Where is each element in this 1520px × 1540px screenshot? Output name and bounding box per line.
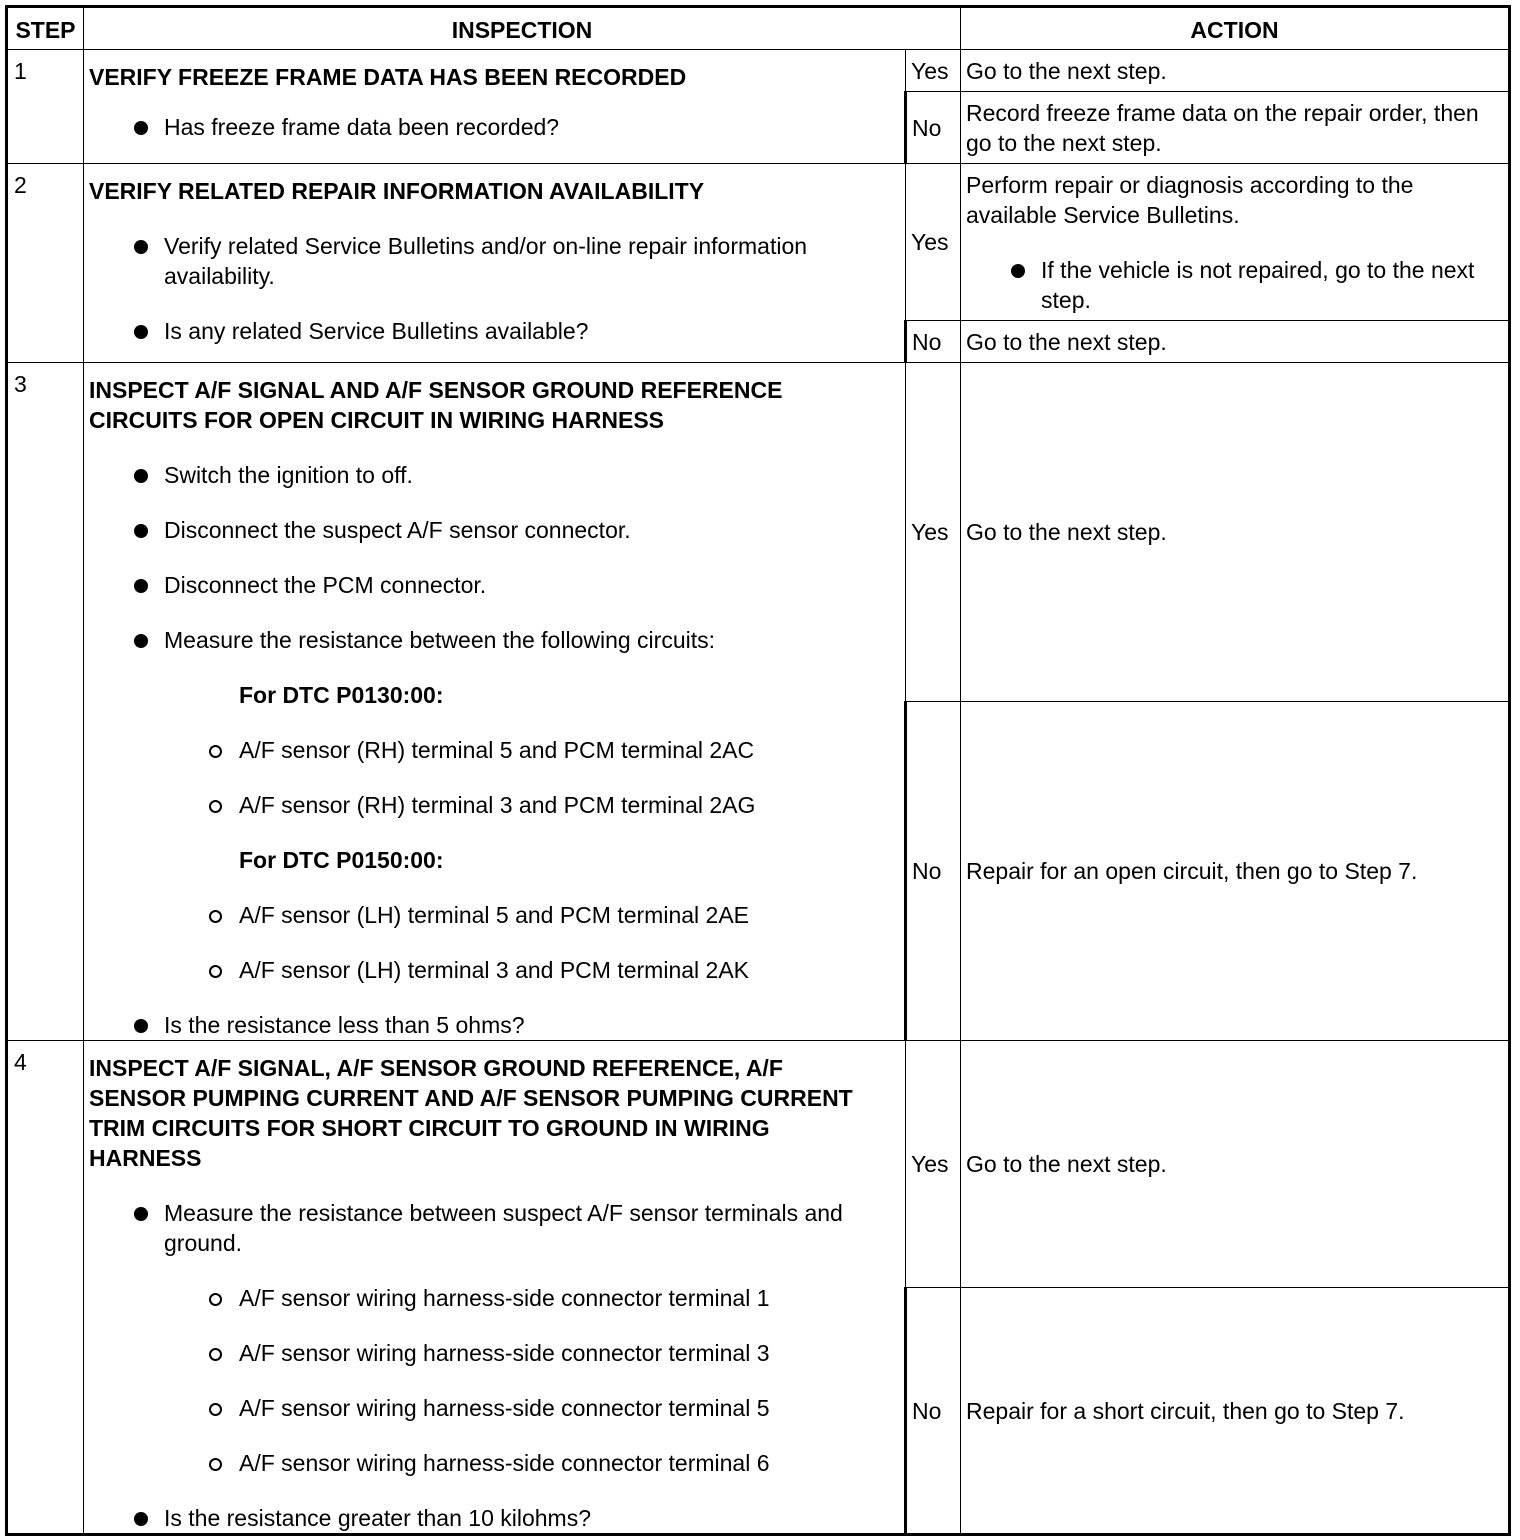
no-label: No: [906, 702, 961, 1041]
circuit-item: A/F sensor (RH) terminal 5 and PCM terminal 2AC: [89, 735, 874, 765]
dtc-heading: For DTC P0130:00:: [239, 682, 444, 708]
yes-label: Yes: [906, 164, 961, 321]
circuit-item: A/F sensor (RH) terminal 3 and PCM terminal 2AG: [89, 790, 874, 820]
no-label: No: [906, 1288, 961, 1535]
inspection-cell: [84, 164, 906, 363]
column-header-inspection: INSPECTION: [84, 7, 961, 50]
bullet-item: Measure the resistance between suspect A/F sensor terminals and ground.: [89, 1198, 874, 1258]
yes-label: Yes: [906, 50, 961, 92]
bullet-item: Verify related Service Bulletins and/or on-line repair information availability.: [89, 231, 874, 291]
bullet-item: Disconnect the PCM connector.: [89, 570, 874, 600]
step-title: INSPECT A/F SIGNAL, A/F SENSOR GROUND REFERENCE, A/F SENSOR PUMPING CURRENT AND A/F SENSOR PUMPING CURRENT TRIM CIRCUITS FOR SHORT CIRCUIT TO GROUND IN WIRING HARNESS: [89, 1055, 853, 1171]
table-row: [7, 164, 1510, 321]
circuit-item: A/F sensor wiring harness-side connector terminal 5: [89, 1393, 874, 1423]
bullet-item: Has freeze frame data been recorded?: [89, 112, 874, 142]
step-title: INSPECT A/F SIGNAL AND A/F SENSOR GROUND REFERENCE CIRCUITS FOR OPEN CIRCUIT IN WIRING HARNESS: [89, 377, 783, 433]
inspection-cell: [84, 50, 906, 164]
step-number: 2: [7, 164, 84, 363]
bullet-item: Is the resistance greater than 10 kilohms?: [89, 1503, 874, 1533]
yes-label: Yes: [906, 363, 961, 702]
action-bullet-item: If the vehicle is not repaired, go to the next step.: [966, 255, 1498, 315]
step-number: 1: [7, 50, 84, 164]
inspection-cell: [84, 363, 906, 1041]
no-label: No: [906, 92, 961, 164]
no-action: Record freeze frame data on the repair order, then go to the next step.: [961, 92, 1510, 164]
circuit-item: A/F sensor (LH) terminal 5 and PCM terminal 2AE: [89, 900, 874, 930]
circuit-item: A/F sensor wiring harness-side connector terminal 6: [89, 1448, 874, 1478]
step-title: VERIFY RELATED REPAIR INFORMATION AVAILABILITY: [89, 178, 705, 204]
yes-action: Perform repair or diagnosis according to the available Service Bulletins.: [966, 172, 1414, 228]
yes-action: Go to the next step.: [961, 50, 1510, 92]
no-action: Go to the next step.: [961, 321, 1510, 363]
no-action: Repair for a short circuit, then go to Step 7.: [961, 1288, 1510, 1535]
bullet-item: Disconnect the suspect A/F sensor connector.: [89, 515, 874, 545]
circuit-item: A/F sensor wiring harness-side connector terminal 1: [89, 1283, 874, 1313]
column-header-action: ACTION: [961, 7, 1510, 50]
circuit-item: A/F sensor wiring harness-side connector terminal 3: [89, 1338, 874, 1368]
bullet-item: Is any related Service Bulletins available?: [89, 316, 874, 346]
diagnostic-procedure-table: [5, 5, 1511, 1536]
table-row: [7, 1041, 1510, 1288]
column-header-step: STEP: [7, 7, 84, 50]
dtc-heading: For DTC P0150:00:: [239, 847, 444, 873]
table-row: [7, 50, 1510, 92]
circuit-item: A/F sensor (LH) terminal 3 and PCM terminal 2AK: [89, 955, 874, 985]
table-row: [7, 363, 1510, 702]
step-number: 4: [7, 1041, 84, 1535]
inspection-cell: [84, 1041, 906, 1535]
bullet-item: Switch the ignition to off.: [89, 460, 874, 490]
yes-label: Yes: [906, 1041, 961, 1288]
bullet-item: Measure the resistance between the following circuits:: [89, 625, 874, 655]
yes-action: Go to the next step.: [961, 1041, 1510, 1288]
step-title: VERIFY FREEZE FRAME DATA HAS BEEN RECORDED: [89, 64, 687, 90]
no-label: No: [906, 321, 961, 363]
yes-action: Go to the next step.: [961, 363, 1510, 702]
step-number: 3: [7, 363, 84, 1041]
bullet-item: Is the resistance less than 5 ohms?: [89, 1010, 874, 1040]
no-action: Repair for an open circuit, then go to Step 7.: [961, 702, 1510, 1041]
yes-action-cell: [961, 164, 1510, 321]
